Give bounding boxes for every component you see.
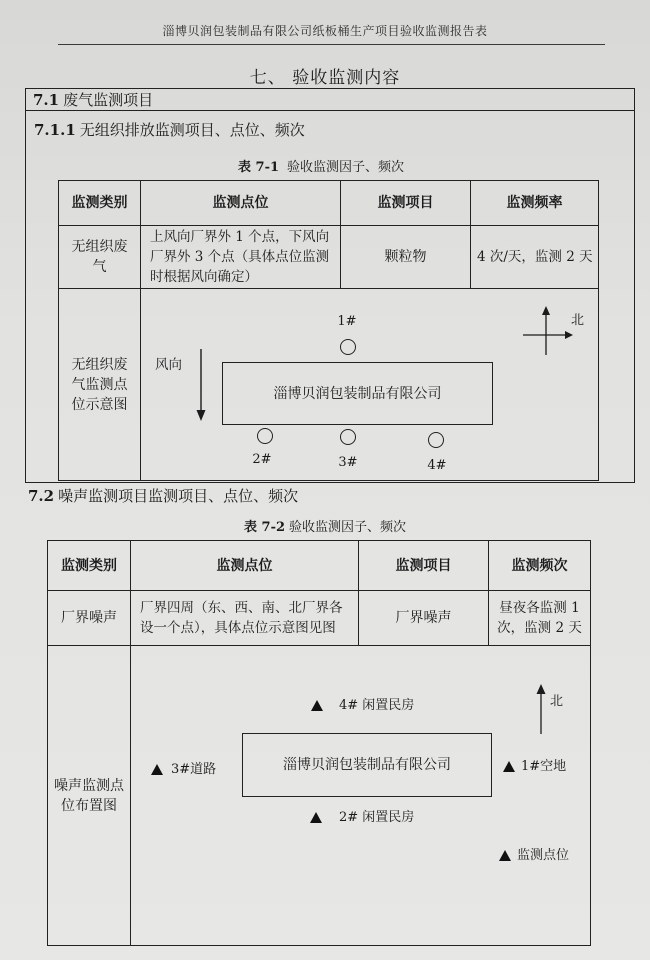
- header-frequency: 监测频次: [489, 541, 591, 591]
- section-7-1-heading: [33, 89, 153, 110]
- cell-frequency: 4 次/天，监测 2 天: [471, 226, 599, 289]
- point-label-4: 4#: [427, 458, 447, 473]
- running-title: 淄博贝润包装制品有限公司纸板桶生产项目验收监测报告表: [162, 24, 488, 38]
- caption-number: 表 7-1: [238, 160, 280, 175]
- table-7-2-caption: [244, 516, 406, 535]
- cell-line: 厂界四周（东、西、南、北厂界各: [140, 600, 343, 616]
- triangle-marker-icon: [151, 764, 163, 775]
- triangle-marker-icon: [503, 761, 515, 772]
- table-header-row: [48, 541, 591, 591]
- table-7-2: [47, 540, 591, 946]
- table-row: [59, 226, 599, 289]
- cell-line: 气监测点: [71, 376, 128, 393]
- cell-item: 厂界噪声: [359, 591, 489, 646]
- cell-category: [59, 226, 141, 289]
- header-frequency: 监测频率: [471, 181, 599, 226]
- point-label-3: 3#: [338, 455, 358, 470]
- noise-monitoring-diagram: [131, 646, 590, 945]
- table-diagram-row: [48, 646, 591, 946]
- header-rule: [58, 44, 605, 45]
- table-7-1: [58, 180, 599, 481]
- triangle-marker-icon: [499, 850, 511, 861]
- monitoring-point-circle: [340, 339, 356, 355]
- marker-label-1: 1#空地: [521, 759, 567, 774]
- cell-diagram: [141, 289, 599, 481]
- wind-label: 风向: [155, 357, 182, 373]
- section-number: 7.1: [33, 91, 60, 109]
- header-item: 监测项目: [359, 541, 489, 591]
- cell-frequency: [489, 591, 591, 646]
- cell-line: 设一个点），具体点位示意图见图: [140, 620, 336, 636]
- triangle-marker-icon: [311, 700, 323, 711]
- caption-number: 表 7-2: [244, 520, 286, 535]
- cell-line: 位布置图: [61, 797, 117, 814]
- north-label: 北: [550, 694, 564, 709]
- caption-title: 验收监测因子、频次: [289, 520, 407, 535]
- cell-line: 位示意图: [71, 396, 128, 413]
- point-label-2: 2#: [252, 452, 272, 467]
- table-header-row: [59, 181, 599, 226]
- caption-title: 验收监测因子、频次: [287, 160, 405, 175]
- subsection-title: 无组织排放监测项目、点位、频次: [79, 121, 305, 139]
- section-number: 7.2: [28, 487, 55, 505]
- section-7-1-heading-rule: [25, 110, 635, 111]
- table-row: [48, 591, 591, 646]
- cell-diagram: [131, 646, 591, 946]
- cell-line: 时根据风向确定）: [150, 269, 258, 285]
- air-monitoring-diagram: [141, 289, 598, 480]
- cell-line: 昼夜各监测 1: [499, 600, 580, 616]
- table-diagram-row: [59, 289, 599, 481]
- marker-label-2: 2# 闲置民房: [339, 810, 415, 825]
- section-7-1-1-heading: [34, 119, 305, 140]
- cell-line: 无组织废: [71, 239, 128, 255]
- header-points: 监测点位: [141, 181, 341, 226]
- wind-direction-arrow-icon: [193, 347, 209, 423]
- cell-category: 厂界噪声: [48, 591, 131, 646]
- company-building: 淄博贝润包装制品有限公司: [222, 362, 493, 425]
- cell-diagram-label: [59, 289, 141, 481]
- cell-points: [131, 591, 359, 646]
- header-category: 监测类别: [48, 541, 131, 591]
- marker-label-4: 4# 闲置民房: [339, 698, 415, 713]
- north-label: 北: [571, 313, 585, 328]
- point-label-1: 1#: [337, 314, 357, 329]
- section-title: 废气监测项目: [63, 91, 154, 109]
- cell-line: 厂界外 3 个点（具体点位监测: [150, 249, 330, 265]
- section-7-2-heading: [28, 485, 298, 506]
- marker-label-3: 3#道路: [171, 762, 217, 777]
- cell-line: 上风向厂界外 1 个点，下风向: [150, 229, 330, 245]
- cell-item: 颗粒物: [341, 226, 471, 289]
- cell-points: [141, 226, 341, 289]
- table-7-1-caption: [238, 156, 404, 175]
- monitoring-point-circle: [257, 428, 273, 444]
- section-title: 噪声监测项目监测项目、点位、频次: [58, 487, 299, 505]
- cell-line: 无组织废: [71, 356, 128, 373]
- cell-line: 气: [92, 259, 107, 275]
- header-item: 监测项目: [341, 181, 471, 226]
- chapter-title: 七、 验收监测内容: [249, 68, 401, 88]
- cell-diagram-label: [48, 646, 131, 946]
- cell-line: 噪声监测点: [54, 777, 124, 794]
- monitoring-point-circle: [340, 429, 356, 445]
- monitoring-point-circle: [428, 432, 444, 448]
- cell-line: 次，监测 2 天: [497, 620, 582, 636]
- north-arrow-icon: [519, 305, 575, 361]
- subsection-number: 7.1.1: [34, 121, 76, 139]
- company-building: 淄博贝润包装制品有限公司: [242, 733, 492, 797]
- triangle-marker-icon: [310, 812, 322, 823]
- header-points: 监测点位: [131, 541, 359, 591]
- header-category: 监测类别: [59, 181, 141, 226]
- north-arrow-icon: [533, 684, 549, 736]
- legend-label: 监测点位: [517, 848, 570, 863]
